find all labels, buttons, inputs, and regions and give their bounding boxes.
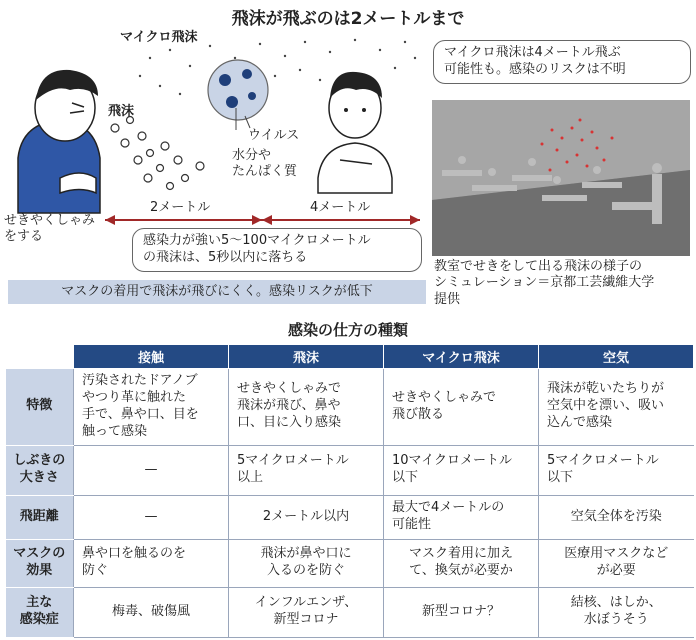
table-cell: 2メートル以内 <box>229 495 384 539</box>
table-cell: 医療用マスクなど が必要 <box>539 539 694 587</box>
table-cell: 5マイクロメートル 以下 <box>539 445 694 495</box>
table-cell: 結核、はしか、 水ぼうそう <box>539 587 694 637</box>
distance-4m-label: 4メートル <box>310 200 371 215</box>
table-row <box>6 495 694 539</box>
coughing-person-icon <box>18 70 100 213</box>
distance-2m-label: 2メートル <box>150 200 211 215</box>
table-cell: マスク着用に加え て、換気が必要か <box>384 539 539 587</box>
table-cell: — <box>74 495 229 539</box>
infection-type-table <box>5 344 694 638</box>
table-row <box>6 445 694 495</box>
photo-caption: 教室でせきをして出る飛沫の様子の シミュレーション＝京都工芸繊維大学 提供 <box>434 259 655 307</box>
table-cell: 空気全体を汚染 <box>539 495 694 539</box>
table-cell: 飛沫が乾いたちりが 空気中を漂い、吸い 込んで感染 <box>539 369 694 446</box>
table-row <box>6 539 694 587</box>
col-header-airborne: 空気 <box>539 345 694 369</box>
col-header-micro-droplet: マイクロ飛沫 <box>384 345 539 369</box>
table-cell: 梅毒、破傷風 <box>74 587 229 637</box>
mask-banner: マスクの着用で飛沫が飛びにくく。感染リスクが低下 <box>8 280 426 304</box>
table-cell: インフルエンザ、 新型コロナ <box>229 587 384 637</box>
table-cell: — <box>74 445 229 495</box>
table-header-row <box>6 345 694 369</box>
table-cell: 鼻や口を触るのを 防ぐ <box>74 539 229 587</box>
micro-droplet-label: マイクロ飛沫 <box>120 30 198 45</box>
table-cell: 飛沫が鼻や口に 入るのを防ぐ <box>229 539 384 587</box>
simulation-photo <box>432 100 690 256</box>
col-header-droplet: 飛沫 <box>229 345 384 369</box>
table-cell: 新型コロナ？ <box>384 587 539 637</box>
row-header: 主な 感染症 <box>6 587 74 637</box>
droplet-label: 飛沫 <box>108 104 135 119</box>
listening-person-icon <box>318 72 392 193</box>
table-cell: 10マイクロメートル 以下 <box>384 445 539 495</box>
table-row <box>6 587 694 637</box>
table-cell: 5マイクロメートル 以上 <box>229 445 384 495</box>
infection-callout: 感染力が強い5～100マイクロメートル の飛沫は、5秒以内に落ちる <box>132 228 422 272</box>
col-header-contact: 接触 <box>74 345 229 369</box>
table-cell: 最大で4メートルの 可能性 <box>384 495 539 539</box>
table-title: 感染の仕方の種類 <box>287 321 408 339</box>
water-protein-label: 水分や たんぱく質 <box>232 148 298 180</box>
page-title: 飛沫が飛ぶのは2メートルまで <box>231 9 465 29</box>
table-corner <box>6 345 74 369</box>
row-header: マスクの 効果 <box>6 539 74 587</box>
table-cell: せきやくしゃみで 飛沫が飛び、鼻や 口、目に入り感染 <box>229 369 384 446</box>
table-cell: 汚染されたドアノブ やつり革に触れた 手で、鼻や口、目を 触って感染 <box>74 369 229 446</box>
cough-label: せきやくしゃみ をする <box>4 213 96 245</box>
magnified-droplet <box>208 60 268 120</box>
row-header: 特徴 <box>6 369 74 446</box>
virus-label: ウイルス <box>248 128 300 143</box>
micro-droplet-callout: マイクロ飛沫は4メートル飛ぶ 可能性も。感染のリスクは不明 <box>433 40 691 84</box>
row-header: しぶきの 大きさ <box>6 445 74 495</box>
table-row <box>6 369 694 446</box>
row-header: 飛距離 <box>6 495 74 539</box>
table-cell: せきやくしゃみで 飛び散る <box>384 369 539 446</box>
